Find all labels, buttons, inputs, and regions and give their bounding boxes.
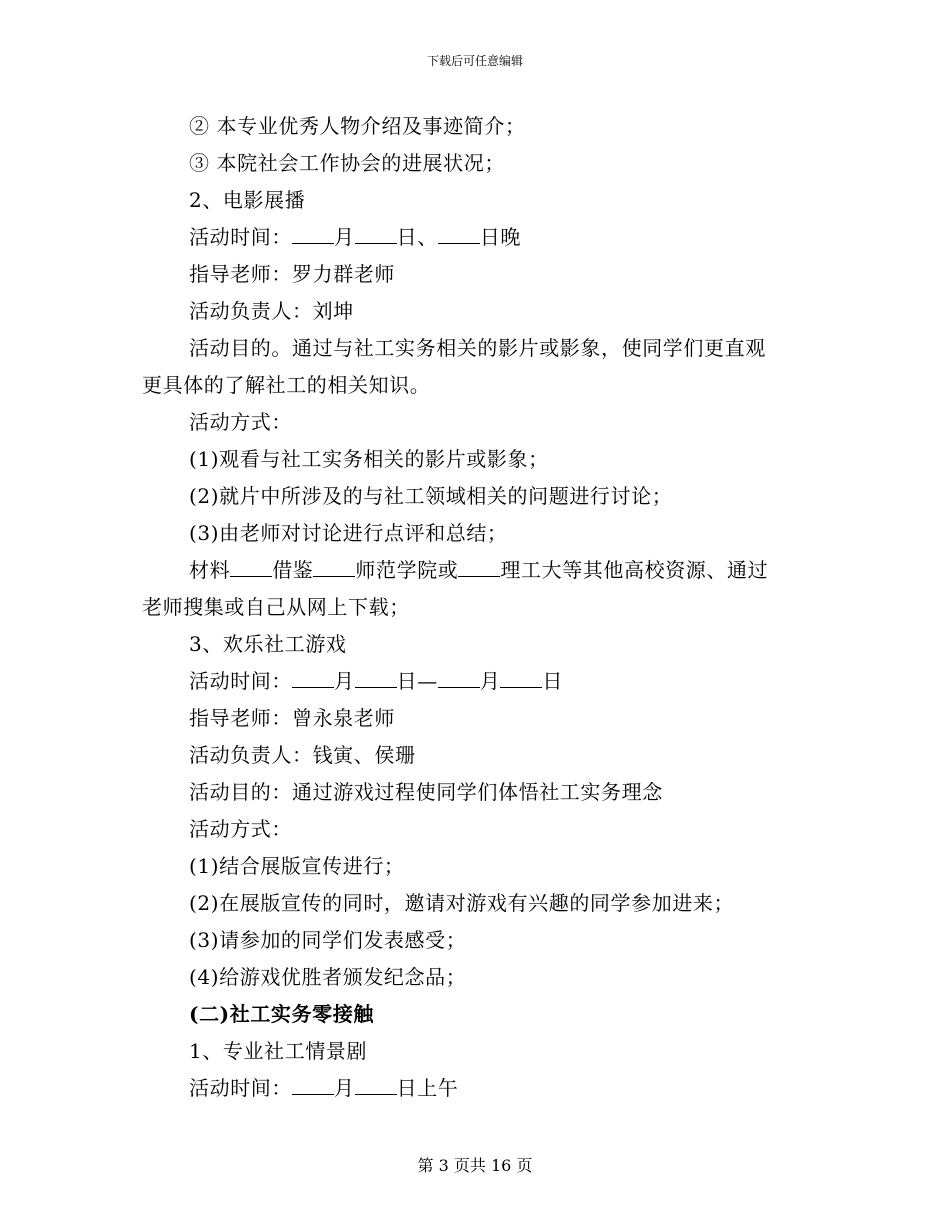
- line-text: 活动负责人：刘坤: [189, 299, 354, 323]
- section-heading: [142, 1033, 810, 1070]
- fill-blank: [458, 558, 500, 577]
- materials-line: [142, 552, 810, 589]
- line-text: 1、专业社工情景剧: [189, 1039, 368, 1063]
- paragraph-line: [142, 108, 810, 145]
- line-text: 月: [334, 669, 355, 693]
- list-item: [142, 922, 810, 959]
- line-text: 更具体的了解社工的相关知识。: [142, 373, 431, 397]
- line-text: 活动目的：通过游戏过程使同学们体悟社工实务理念: [189, 780, 663, 804]
- line-text: 日、: [396, 225, 438, 249]
- line-text: 指导老师：罗力群老师: [189, 262, 395, 286]
- line-text: 日: [542, 669, 564, 693]
- line-text: (2)在展版宣传的同时，邀请对游戏有兴趣的同学参加进来；: [189, 891, 735, 915]
- line-text: 2、电影展播: [189, 188, 306, 212]
- line-text: (二)社工实务零接触: [189, 1002, 374, 1026]
- line-text: 活动方式：: [189, 410, 292, 434]
- line-text: (3)由老师对讨论进行点评和总结；: [189, 521, 508, 545]
- line-text: 借鉴: [272, 558, 314, 582]
- fill-blank: [438, 669, 480, 688]
- paragraph-line: [142, 145, 810, 182]
- line-text: 日—: [396, 669, 438, 693]
- paragraph-line: [142, 293, 810, 330]
- fill-blank: [355, 1076, 397, 1095]
- paragraph-line: [142, 737, 810, 774]
- fill-blank: [355, 225, 397, 244]
- line-text: 月: [479, 669, 501, 693]
- activity-time-line: [142, 1070, 810, 1107]
- section-heading: [142, 182, 810, 219]
- fill-blank: [230, 558, 272, 577]
- line-text: 指导老师：曾永泉老师: [189, 706, 395, 730]
- list-item: [142, 959, 810, 996]
- line-text: ② 本专业优秀人物介绍及事迹简介；: [189, 114, 526, 138]
- line-text: ③ 本院社会工作协会的进展状况；: [189, 151, 505, 175]
- line-text: (1)结合展版宣传进行；: [189, 854, 405, 878]
- line-text: 日上午: [396, 1076, 459, 1100]
- list-item: [142, 441, 810, 478]
- line-text: 活动负责人：钱寅、侯珊: [189, 743, 416, 767]
- paragraph-line: [142, 367, 810, 404]
- list-item: [142, 848, 810, 885]
- line-text: 老师搜集或自己从网上下载；: [142, 595, 410, 619]
- paragraph-line: [142, 330, 810, 367]
- line-text: (3)请参加的同学们发表感受；: [189, 928, 467, 952]
- paragraph-line: [142, 700, 810, 737]
- fill-blank: [313, 558, 355, 577]
- section-heading-bold: [142, 996, 810, 1033]
- paragraph-line: [142, 774, 810, 811]
- activity-time-line: [142, 663, 810, 700]
- paragraph-line: [142, 811, 810, 848]
- activity-time-line: [142, 219, 810, 256]
- line-text: 材料: [189, 558, 231, 582]
- list-item: [142, 885, 810, 922]
- list-item: [142, 515, 810, 552]
- line-text: 活动时间：: [189, 225, 292, 249]
- section-heading: [142, 626, 810, 663]
- paragraph-line: [142, 404, 810, 441]
- line-text: (1)观看与社工实务相关的影片或影象；: [189, 447, 549, 471]
- line-text: 理工大等其他高校资源、通过: [500, 558, 769, 582]
- fill-blank: [355, 669, 397, 688]
- line-text: (2)就片中所涉及的与社工领域相关的问题进行讨论；: [189, 484, 673, 508]
- paragraph-line: [142, 589, 810, 626]
- line-text: 月: [334, 1076, 355, 1100]
- fill-blank: [292, 669, 334, 688]
- fill-blank: [500, 669, 542, 688]
- paragraph-line: [142, 256, 810, 293]
- line-text: 师范学院或: [355, 558, 459, 582]
- line-text: 活动时间：: [189, 1076, 292, 1100]
- line-text: 3、欢乐社工游戏: [189, 632, 347, 656]
- document-body: [142, 108, 810, 1107]
- line-text: 活动时间：: [189, 669, 292, 693]
- line-text: 活动方式：: [189, 817, 292, 841]
- list-item: [142, 478, 810, 515]
- line-text: (4)给游戏优胜者颁发纪念品；: [189, 965, 467, 989]
- fill-blank: [292, 225, 334, 244]
- fill-blank: [438, 225, 480, 244]
- page-footer: 第 3 页共 16 页: [417, 1156, 533, 1175]
- line-text: 月: [334, 225, 355, 249]
- page-header: 下载后可任意编辑: [426, 54, 523, 68]
- line-text: 活动目的。通过与社工实务相关的影片或影象，使同学们更直观: [189, 336, 766, 360]
- line-text: 日晚: [479, 225, 522, 249]
- fill-blank: [292, 1076, 334, 1095]
